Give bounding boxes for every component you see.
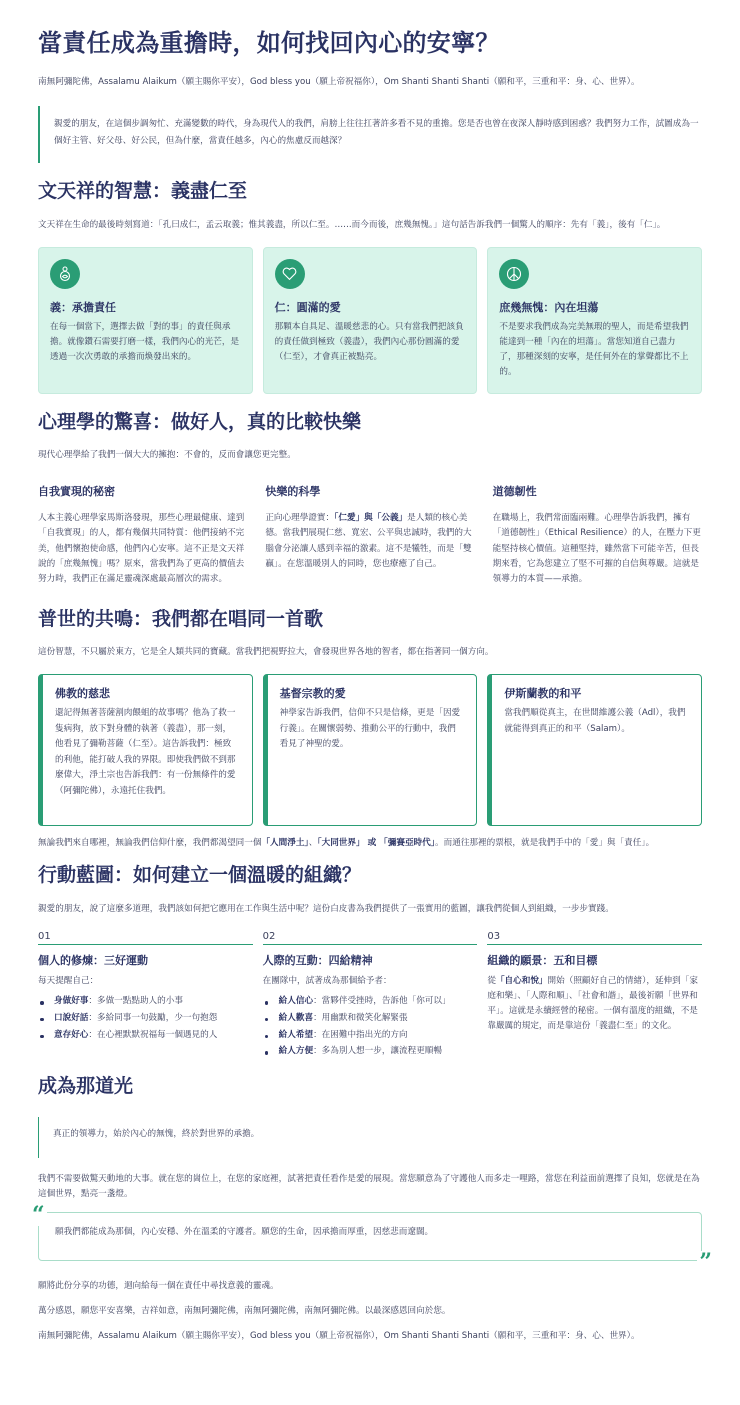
- column-body: [265, 511, 474, 571]
- list-item-text: ：多做一點點助人的小事: [88, 996, 183, 1007]
- close-quote-icon: ”: [699, 1248, 712, 1275]
- religion-card-body: 當我們順從真主，在世間維護公義（Adl），我們就能得到真正的和平（Salam）。: [504, 708, 686, 734]
- step-organization: [487, 931, 702, 1060]
- emphasis-self-harmony: 「自心和悅」: [495, 976, 548, 987]
- blueprint-heading: 行動藍圖：如何建立一個溫暖的組織？: [38, 864, 362, 887]
- step-number: 03: [487, 931, 702, 945]
- step-personal: [38, 931, 253, 1060]
- step-interpersonal: [263, 931, 478, 1060]
- wisdom-card-title: 義：承擔責任: [50, 300, 116, 314]
- column-title: 自我實現的秘密: [38, 485, 115, 499]
- outro-text: 。而通往那裡的票根，就是我們手中的「愛」與「責任」。: [435, 838, 655, 849]
- list-item-key: 口說好話: [54, 1012, 89, 1023]
- psychology-heading: 心理學的驚喜：做好人，真的比較快樂: [38, 410, 362, 433]
- universal-outro: [38, 836, 702, 851]
- open-quote-icon: “: [32, 1201, 45, 1228]
- peace-icon: [499, 259, 529, 289]
- closing-section: [38, 1279, 702, 1344]
- list-item-text: ：多為別人想一步，讓流程更順暢: [313, 1046, 442, 1057]
- step-lead: 在團隊中，試著成為那個給予者：: [262, 976, 392, 987]
- religion-card-buddhism: [38, 674, 253, 826]
- emphasis-pure-land: 「人間淨土」: [261, 838, 309, 849]
- light-section: [32, 1074, 712, 1275]
- wisdom-card-body: 在每一個當下，選擇去做「對的事」的責任與承擔。就像鑽石需要打磨一樣，我們內心的光芒，是透過一次次勇敢的承擔而煥發出來的。: [50, 321, 240, 362]
- religion-card-title: 佛教的慈悲: [55, 687, 110, 701]
- leadership-quote-text: 真正的領導力，始於內心的無愧，終於對世界的承擔。: [53, 1128, 260, 1139]
- psychology-column-happiness-science: [265, 483, 474, 586]
- step-lead: 每天提醒自己：: [38, 976, 99, 987]
- wisdom-heading: 文天祥的智慧：義盡仁至: [38, 179, 248, 202]
- wisdom-card-wukui: [487, 247, 702, 394]
- list-item-key: 給人歡喜: [278, 1012, 314, 1023]
- step-title: 人際的互動：四給精神: [262, 954, 373, 968]
- step-list: [38, 993, 253, 1043]
- psychology-section: [38, 410, 702, 587]
- religion-card-title: 基督宗教的愛: [279, 687, 346, 701]
- list-item: [263, 1027, 478, 1044]
- wisdom-intro: 文天祥在生命的最後時刻寫道：「孔曰成仁，孟云取義；惟其義盡，所以仁至。……而今而後，庶幾無愧。」這句話告訴我們一個驚人的順序：先有「義」，後有「仁」。: [38, 219, 666, 230]
- step-body-text: 開始（照顧好自己的情緒），延伸到「家庭和樂」、「人際和順」、「社會和諧」，最後祈願「世界和平」。這就是永續經營的秘密。一個有溫度的組織，不是靠嚴厲的規定，而是靠這份「義盡仁至」的文化。: [487, 976, 698, 1032]
- psychology-column-self-actualization: [38, 483, 247, 586]
- psychology-column-moral-resilience: [493, 483, 702, 586]
- list-item-key: 給人信心: [278, 996, 314, 1007]
- list-item-key: 身做好事: [54, 996, 89, 1007]
- heart-icon: [275, 259, 305, 289]
- psychology-columns: [38, 483, 702, 586]
- list-item-key: 意存好心: [54, 1029, 89, 1040]
- wisdom-card-title: 庶幾無愧：內在坦蕩: [499, 300, 599, 314]
- intro-blockquote: [38, 106, 702, 163]
- list-item-key: 給人希望: [278, 1029, 314, 1040]
- dedication-text: 願將此份分享的功德，迴向給每一個在責任中尋找意義的靈魂。: [38, 1280, 279, 1291]
- list-item: [38, 1027, 253, 1044]
- column-title: 快樂的科學: [265, 485, 321, 499]
- closing-greeting: 南無阿彌陀佛，Assalamu Alaikum（願主賜你平安），God bless you（願上帝祝福你），Om Shanti Shanti Shanti（願和平，三重和平：身、心、世界）。: [38, 1330, 640, 1341]
- step-number: 02: [263, 931, 478, 945]
- blessing-quote-box: [32, 1201, 712, 1275]
- universal-section: [38, 607, 702, 852]
- column-body-text: 是人類的核心美德。當我們展現仁慈、寬宏、公平與忠誠時，我們的大腦會分泌讓人感到幸福的激素。這不是犧牲，而是「雙贏」。在您溫暖別人的同時，您也療癒了自己。: [265, 513, 472, 569]
- emphasis-great-unity: 「大同世界」: [317, 838, 365, 849]
- wisdom-section: [38, 179, 702, 394]
- list-item-text: ：當夥伴受挫時，告訴他「你可以」: [313, 996, 451, 1007]
- list-item: [263, 993, 478, 1010]
- opening-greeting: 南無阿彌陀佛，Assalamu Alaikum（願主賜你平安），God bless you（願上帝祝福你），Om Shanti Shanti Shanti（願和平，三重和平：身、心、世界）。: [38, 77, 640, 88]
- list-item-text: ：在心裡默默祝福每一個遇見的人: [88, 1029, 218, 1040]
- list-item-key: 給人方便: [278, 1046, 314, 1057]
- step-title: 個人的修煉：三好運動: [38, 954, 148, 968]
- outro-separator: 或: [364, 838, 380, 849]
- emphasis-messianic-age: 「彌賽亞時代」: [379, 838, 436, 849]
- step-body: [487, 974, 702, 1034]
- religion-card-body: 神學家告訴我們，信仰不只是信條，更是「因愛行義」。在關懷弱勢、推動公平的行動中，我們看見了神聖的愛。: [279, 708, 461, 750]
- psychology-intro: 現代心理學給了我們一個大大的擁抱：不會的，反而會讓您更完整。: [38, 450, 296, 461]
- blueprint-section: [38, 863, 702, 1060]
- column-body: 人本主義心理學家馬斯洛發現，那些心理最健康、達到「自我實現」的人，都有幾個共同特質：他們接納不完美，他們懷抱使命感，他們內心安寧。這不正是文天祥說的「庶幾無愧」嗎？原來，當我們為了更高的價值去努力時，我們正在滿足靈魂深處最高層次的需求。: [38, 513, 245, 584]
- universal-heading: 普世的共鳴：我們都在唱同一首歌: [38, 607, 324, 630]
- light-paragraph: 我們不需要做驚天動地的大事。就在您的崗位上，在您的家庭裡，試著把責任看作是愛的展現。當您願意為了守護他人而多走一哩路，當您在利益面前選擇了良知，您就是在為這個世界，點亮一盞燈。: [38, 1173, 700, 1199]
- person-lotus-icon: [50, 259, 80, 289]
- wisdom-card-yi: [38, 247, 253, 394]
- wisdom-card-title: 仁：圓滿的愛: [274, 300, 341, 314]
- blueprint-steps: [38, 931, 702, 1060]
- list-item-text: ：在困難中指出光的方向: [313, 1029, 408, 1040]
- blessing-quote-text: 願我們都能成為那個，內心安穩、外在溫柔的守護者。願您的生命，因承擔而厚重，因慈悲而遼闊。: [55, 1226, 434, 1237]
- wisdom-card-ren: [263, 247, 478, 394]
- emphasis-virtues: 「仁愛」與「公義」: [334, 513, 408, 524]
- wisdom-card-body: 不是要求我們成為完美無瑕的聖人，而是希望我們能達到一種「內在的坦蕩」。當您知道自己盡力了，那種深刻的安寧，是任何外在的掌聲都比不上的。: [499, 321, 689, 377]
- column-title: 道德韌性: [492, 485, 537, 499]
- leadership-blockquote: [38, 1117, 702, 1158]
- page-title: 當責任成為重擔時，如何找回內心的安寧？: [38, 29, 500, 57]
- column-body-text: 正向心理學證實：: [265, 513, 335, 524]
- intro-quote-text: 親愛的朋友，在這個步調匆忙、充滿變數的時代，身為現代人的我們，肩膀上往往扛著許多看不見的重擔。您是否也曾在夜深人靜時感到困惑？我們努力工作，試圖成為一個好主管、好父母、好公民，但為什麼，當責任越多，內心的焦慮反而越深？: [54, 119, 699, 146]
- religion-card-title: 伊斯蘭教的和平: [504, 687, 582, 701]
- blessing-quote: [38, 1212, 702, 1261]
- blueprint-intro: 親愛的朋友，說了這麼多道理，我們該如何把它應用在工作與生活中呢？這份白皮書為我們提供了一張實用的藍圖，讓我們從個人到組織，一步步實踐。: [38, 904, 614, 915]
- outro-separator: 、: [308, 838, 318, 849]
- list-item: [38, 993, 253, 1010]
- step-title: 組織的願景：五和目標: [487, 954, 598, 968]
- light-heading: 成為那道光: [38, 1075, 134, 1098]
- list-item: [263, 1043, 478, 1060]
- step-number: 01: [38, 931, 253, 945]
- list-item-text: ：用幽默和微笑化解緊張: [313, 1012, 408, 1023]
- step-list: [263, 993, 478, 1060]
- religion-card-christianity: [263, 674, 478, 826]
- universal-intro: 這份智慧，不只屬於東方，它是全人類共同的寶藏。當我們把視野拉大，會發現世界各地的智者，都在指著同一個方向。: [38, 647, 494, 658]
- wisdom-cards: [38, 247, 702, 394]
- religion-cards: [38, 674, 702, 826]
- outro-text: 無論我們來自哪裡，無論我們信仰什麼，我們都渴望同一個: [38, 838, 262, 849]
- religion-card-body: 還記得無著菩薩割肉餵蛆的故事嗎？他為了救一隻病狗，放下對身體的執著（義盡），那一刻，他看見了彌勒菩薩（仁至）。這告訴我們：極致的利他，能打破人我的界限。即使我們做不到那麼偉大，淨土宗也告訴我們：有一份無條件的愛（阿彌陀佛），永遠托住我們。: [55, 708, 236, 796]
- list-item: [263, 1010, 478, 1027]
- thanks-text: 萬分感恩，願您平安喜樂，吉祥如意，南無阿彌陀佛，南無阿彌陀佛，南無阿彌陀佛。以最深感恩回向於您。: [38, 1305, 451, 1316]
- column-body: 在職場上，我們常面臨兩難。心理學告訴我們，擁有「道德韌性」（Ethical Resilience）的人，在壓力下更能堅持核心價值。這種堅持，雖然當下可能辛苦，但長期來看，它為您建立了堅不可摧的自信與尊嚴。這就是領導力的本質——承擔。: [492, 513, 701, 584]
- step-body-text: 從: [487, 976, 496, 987]
- wisdom-card-body: 那顆本自具足、溫暖慈悲的心。只有當我們把該負的責任做到極致（義盡），我們內心那份圓滿的愛（仁至），才會真正被點亮。: [274, 321, 464, 362]
- religion-card-islam: [487, 674, 702, 826]
- list-item: [38, 1010, 253, 1027]
- list-item-text: ：多給同事一句鼓勵，少一句抱怨: [88, 1012, 218, 1023]
